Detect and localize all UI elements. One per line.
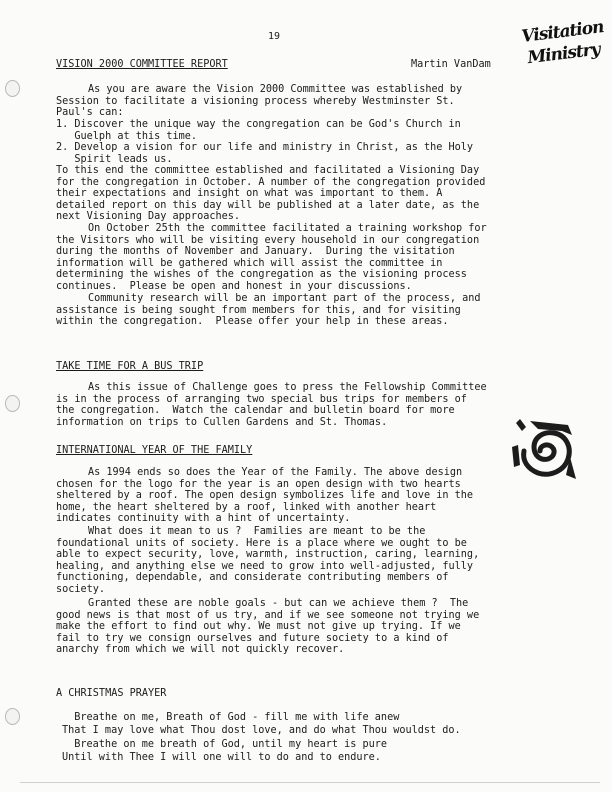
text-line: sheltered by a roof. The open design symbolizes life and love in the (56, 490, 474, 502)
page-number: 19 (268, 31, 281, 42)
christmas-prayer-text (62, 711, 461, 765)
logo-line-1: Visitation (520, 17, 605, 47)
training-workshop-paragraph (56, 223, 566, 293)
text-line: detailed report on this day will be published at a later date, as the (56, 199, 480, 211)
punch-hole-middle (5, 395, 20, 412)
text-line: continues. Please be open and honest in your discussions. (56, 280, 412, 292)
list-item: Guelph at this time. (56, 130, 198, 142)
section-title-bus-trip: TAKE TIME FOR A BUS TRIP (56, 361, 204, 372)
text-line: As 1994 ends so does the Year of the Family. The above design (88, 467, 463, 478)
text-line: foundational units of society. Here is a place where we ought to be (56, 537, 467, 549)
text-line: healing, and anything else we need to grow into well-adjusted, fully (56, 560, 474, 572)
bus-trip-paragraph (56, 382, 566, 428)
text-line: Paul's can: (56, 107, 124, 119)
text-line: To this end the committee established and facilitated a Visioning Day (56, 165, 480, 176)
year-of-family-paragraph-1 (56, 467, 566, 525)
visitation-ministry-logo (520, 17, 605, 72)
logo-line-2: Ministry (526, 39, 601, 69)
text-line: Community research will be an important part of the process, and (88, 293, 481, 304)
text-line: chosen for the logo for the year is an open design with two hearts (56, 478, 461, 490)
year-of-family-paragraph-3 (56, 598, 566, 656)
text-line: able to expect security, love, warmth, instruction, caring, learning, (56, 549, 480, 561)
punch-hole-bottom (5, 708, 20, 725)
prayer-line: Breathe on me breath of God, until my heart is pure (62, 738, 388, 750)
punch-hole-top (5, 80, 20, 97)
community-research-paragraph (56, 293, 566, 328)
text-line: information will be gathered which will assist the committee in (56, 257, 443, 269)
prayer-line: Breathe on me, Breath of God - fill me with life anew (62, 712, 400, 723)
text-line: society. (56, 583, 106, 595)
text-line: Session to facilitate a visioning process whereby Westminster St. (56, 95, 455, 107)
text-line: indicates continuity with a hint of uncertainty. (56, 513, 351, 525)
text-line: anarchy from which we will not quickly recover. (56, 644, 345, 656)
text-line: good news is that most of us try, and if we see someone not trying we (56, 609, 480, 621)
text-line: Granted these are noble goals - but can we achieve them ? The (88, 598, 469, 609)
text-line: On October 25th the committee facilitated a training workshop for (88, 223, 487, 234)
text-line: for the congregation in October. A number of the congregation provided (56, 176, 486, 188)
list-item: 1. Discover the unique way the congregation can be God's Church in (56, 119, 461, 130)
text-line: functioning, dependable, and considerate contributing members of (56, 572, 449, 584)
section-title-year-of-family: INTERNATIONAL YEAR OF THE FAMILY (56, 445, 253, 456)
vision-goals-list (56, 119, 566, 165)
year-of-family-paragraph-2 (56, 526, 566, 596)
text-line: is in the process of arranging two special bus trips for members of (56, 393, 467, 405)
text-line: their expectations and insight on what was important to them. A (56, 188, 443, 200)
text-line: assistance is being sought from members for this, and for visiting (56, 304, 461, 316)
text-line: determining the wishes of the congregation as the visioning process (56, 269, 467, 281)
section-title-christmas-prayer: A CHRISTMAS PRAYER (56, 688, 167, 699)
text-line: next Visioning Day approaches. (56, 211, 241, 223)
text-line: fail to try we consign ourselves and future society to a kind of (56, 632, 449, 644)
page-bottom-edge (20, 782, 600, 783)
text-line: As you are aware the Vision 2000 Committee was established by (88, 84, 463, 95)
list-item: Spirit leads us. (56, 153, 173, 165)
prayer-line: That I may love what Thou dost love, and do what Thou wouldst do. (62, 725, 461, 737)
vision-intro-paragraph (56, 84, 566, 119)
visioning-day-paragraph (56, 165, 566, 223)
text-line: during the months of November and January. During the visitation (56, 246, 455, 258)
text-line: What does it mean to us ? Families are meant to be the (88, 526, 426, 537)
text-line: the Visitors who will be visiting every household in our congregation (56, 234, 480, 246)
list-item: 2. Develop a vision for our life and ministry in Christ, as the Holy (56, 142, 474, 154)
text-line: within the congregation. Please offer your help in these areas. (56, 316, 449, 328)
text-line: make the effort to find out why. We must not give up trying. If we (56, 621, 461, 633)
text-line: As this issue of Challenge goes to press the Fellowship Committee (88, 382, 487, 393)
text-line: information on trips to Cullen Gardens and St. Thomas. (56, 416, 388, 428)
text-line: home, the heart sheltered by a roof, linked with another heart (56, 501, 437, 513)
section-author: Martin VanDam (411, 59, 491, 70)
text-line: the congregation. Watch the calendar and bulletin board for more (56, 405, 455, 417)
section-title-vision-2000: VISION 2000 COMMITTEE REPORT (56, 59, 228, 70)
prayer-line: Until with Thee I will one will to do and to endure. (62, 752, 381, 764)
